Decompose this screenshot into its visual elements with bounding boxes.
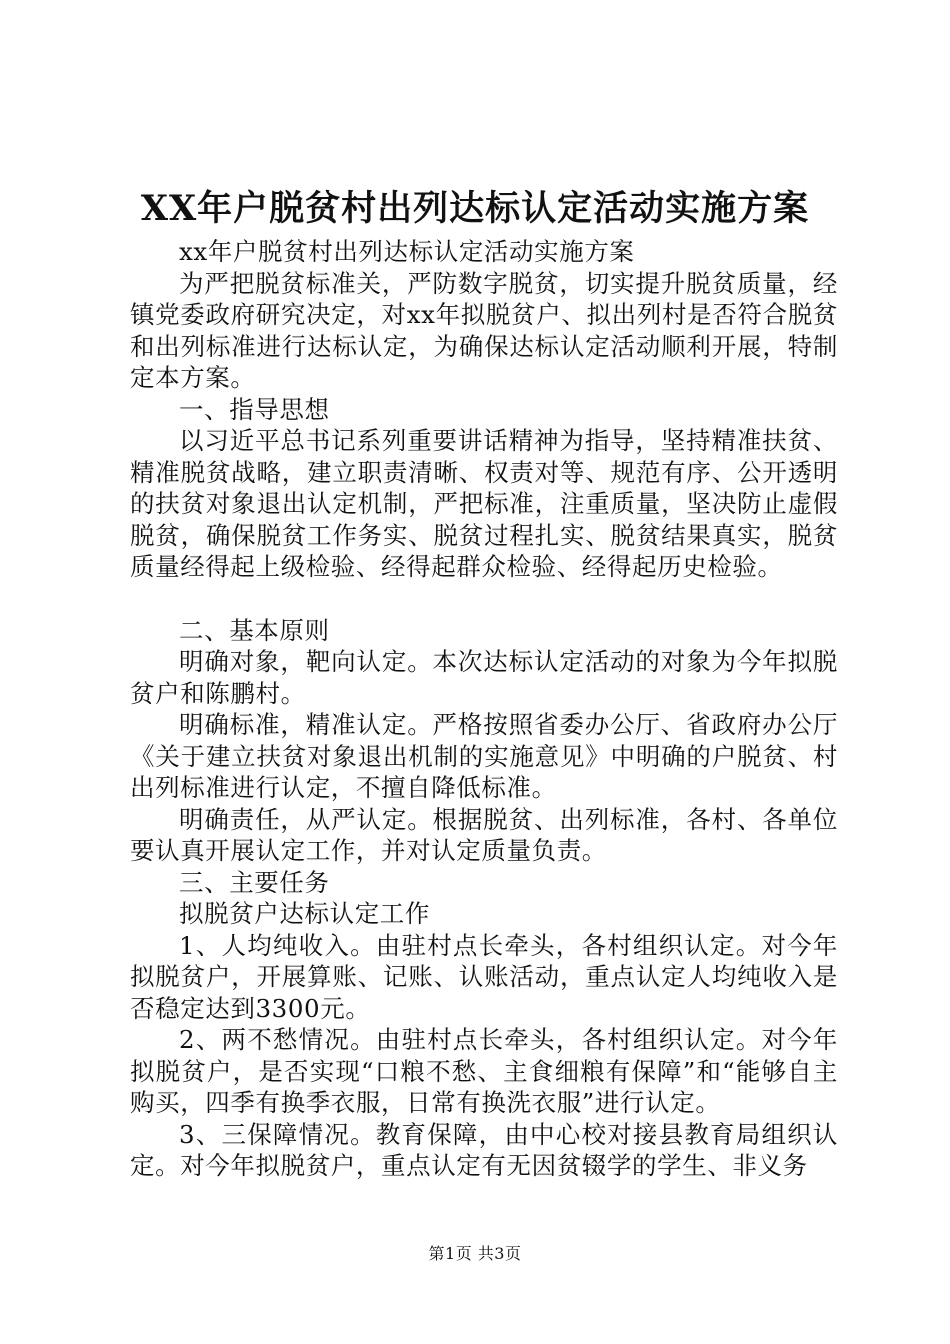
principle-paragraph: 明确责任，从严认定。根据脱贫、出列标准，各村、各单位要认真开展认定工作，并对认定质量负责。 <box>130 804 838 865</box>
task-paragraph: 2、两不愁情况。由驻村点长牵头，各村组织认定。对今年拟脱贫户，是否实现“口粮不愁、主食细粮有保障”和“能够自主购买，四季有换季衣服，日常有换洗衣服”进行认定。 <box>130 1025 838 1117</box>
section-heading-basic-principles: 二、基本原则 <box>179 615 330 645</box>
principle-paragraph: 明确对象，靶向认定。本次达标认定活动的对象为今年拟脱贫户和陈鹏村。 <box>130 647 838 708</box>
paragraph-gap <box>130 583 838 615</box>
page-number-footer: 第1页 共3页 <box>428 1244 522 1263</box>
section-heading-main-tasks: 三、主要任务 <box>179 867 330 897</box>
document-body <box>130 236 838 1182</box>
principle-paragraph: 明确标准，精准认定。严格按照省委办公厅、省政府办公厅《关于建立扶贫对象退出机制的实施意见》中明确的户脱贫、村出列标准进行认定，不擅自降低标准。 <box>130 710 838 802</box>
section-heading-guiding-thought: 一、指导思想 <box>179 394 330 424</box>
task-paragraph: 1、人均纯收入。由驻村点长牵头，各村组织认定。对今年拟脱贫户，开展算账、记账、认账活动，重点认定人均纯收入是否稳定达到3300元。 <box>130 930 838 1023</box>
document-subtitle: xx年户脱贫村出列达标认定活动实施方案 <box>179 237 635 266</box>
document-title: XX年户脱贫村出列达标认定活动实施方案 <box>140 188 810 229</box>
task-paragraph: 3、三保障情况。教育保障，由中心校对接县教育局组织认定。对今年拟脱贫户，重点认定有无因贫辍学的学生、非义务 <box>130 1119 838 1180</box>
guiding-thought-paragraph: 以习近平总书记系列重要讲话精神为指导，坚持精准扶贫、精准脱贫战略，建立职责清晰、权责对等、规范有序、公开透明的扶贫对象退出认定机制，严把标准，注重质量，坚决防止虚假脱贫，确保脱贫工作务实、脱贫过程扎实、脱贫结果真实，脱贫质量经得起上级检验、经得起群众检验、经得起历史检验。 <box>130 426 838 581</box>
task-subheading: 拟脱贫户达标认定工作 <box>179 899 430 928</box>
intro-paragraph: 为严把脱贫标准关，严防数字脱贫，切实提升脱贫质量，经镇党委政府研究决定，对xx年拟脱贫户、拟出列村是否符合脱贫和出列标准进行达标认定，为确保达标认定活动顺利开展，特制定本方案。 <box>130 268 838 392</box>
